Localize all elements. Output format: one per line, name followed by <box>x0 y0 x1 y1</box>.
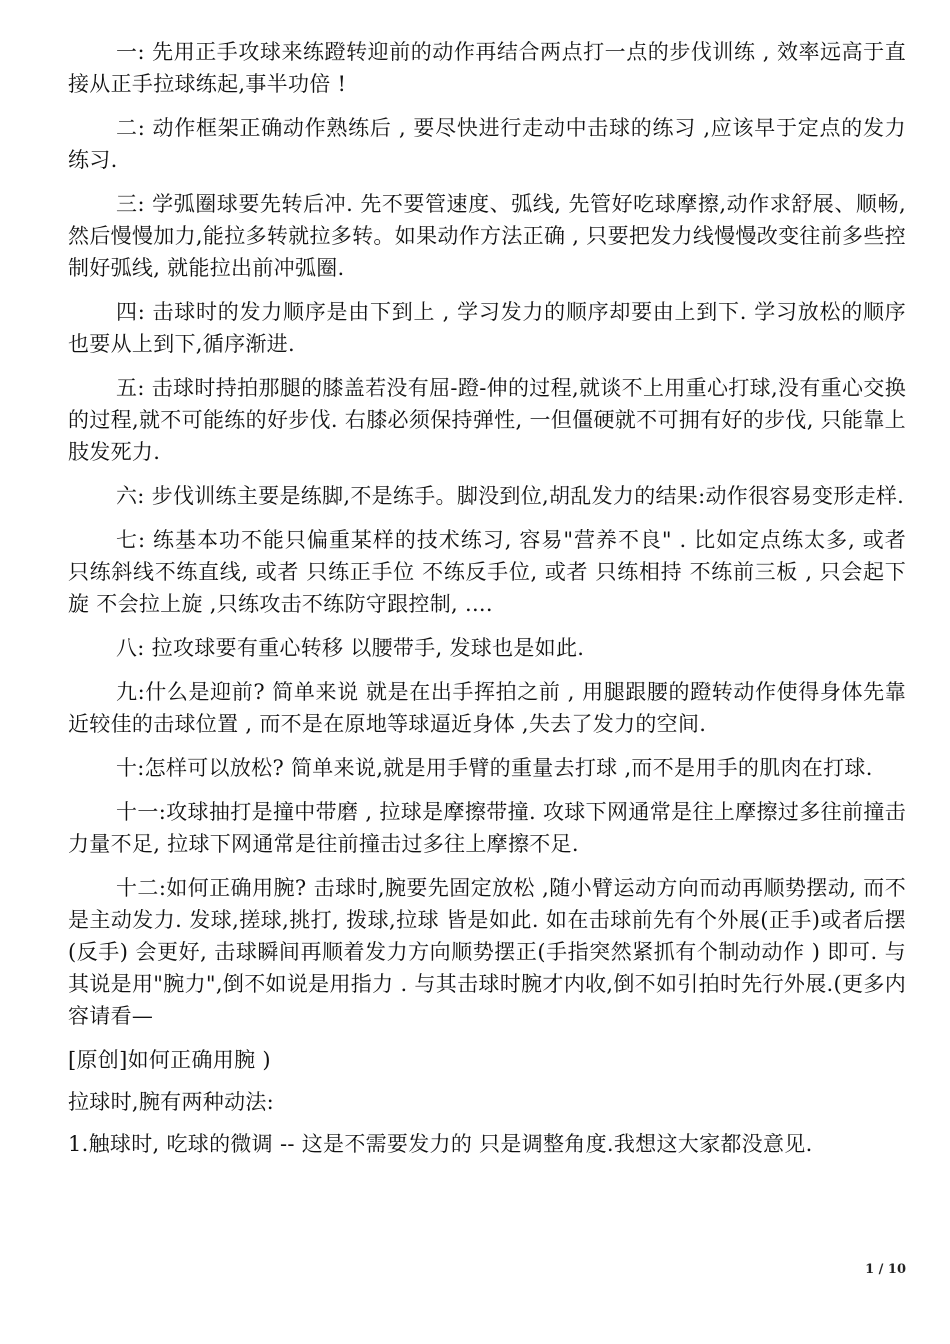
document-page <box>68 36 906 1170</box>
paragraph-7: 七: 练基本功不能只偏重某样的技术练习, 容易"营养不良" . 比如定点练太多, 或者 只练斜线不练直线, 或者 只练正手位 不练反手位, 或者 只练相持 不练前三板 , 只会起下旋 不会拉上旋 ,只练攻击不练防守跟控制, .... <box>68 528 906 616</box>
paragraph-6: 六: 步伐训练主要是练脚,不是练手。脚没到位,胡乱发力的结果:动作很容易变形走样. <box>116 484 905 508</box>
paragraph-3: 三: 学弧圈球要先转后冲. 先不要管速度、弧线, 先管好吃球摩擦,动作求舒展、顺畅,然后慢慢加力,能拉多转就拉多转。如果动作方法正确 , 只要把发力线慢慢改变往前多些控制好弧线, 就能拉出前冲弧圈. <box>68 192 906 280</box>
page-number: 1 / 10 <box>865 1262 906 1277</box>
list-item: 1.触球时, 吃球的微调 -- 这是不需要发力的 只是调整角度.我想这大家都没意见. <box>68 1132 813 1156</box>
paragraph-5: 五: 击球时持拍那腿的膝盖若没有屈-蹬-伸的过程,就谈不上用重心打球,没有重心交换的过程,就不可能练的好步伐. 右膝必须保持弹性, 一但僵硬就不可拥有好的步伐, 只能靠上肢发死力. <box>68 376 906 464</box>
intro-line: 拉球时,腕有两种动法: <box>68 1090 275 1114</box>
paragraph-2: 二: 动作框架正确动作熟练后 , 要尽快进行走动中击球的练习 ,应该早于定点的发力练习. <box>68 116 906 172</box>
paragraph-4: 四: 击球时的发力顺序是由下到上 , 学习发力的顺序却要由上到下. 学习放松的顺序 也要从上到下,循序渐进. <box>68 300 906 356</box>
paragraph-12: 十二:如何正确用腕? 击球时,腕要先固定放松 ,随小臂运动方向而动再顺势摆动, 而不是主动发力. 发球,搓球,挑打, 拨球,拉球 皆是如此. 如在击球前先有个外展(正手)或者后摆(反手) 会更好, 击球瞬间再顺着发力方向顺势摆正(手指突然紧抓有个制动动作 ) 即可. 与其说是用"腕力",倒不如说是用指力 . 与其击球时腕才内收,倒不如引拍时先行外展.(更多内容请看— <box>68 876 906 1028</box>
paragraph-8: 八: 拉攻球要有重心转移 以腰带手, 发球也是如此. <box>116 636 585 660</box>
paragraph-1: 一: 先用正手攻球来练蹬转迎前的动作再结合两点打一点的步伐训练 , 效率远高于直接从正手拉球练起,事半功倍 ! <box>68 40 906 96</box>
paragraph-10: 十:怎样可以放松? 简单来说,就是用手臂的重量去打球 ,而不是用手的肌肉在打球. <box>116 756 873 780</box>
paragraph-9: 九:什么是迎前? 简单来说 就是在出手挥拍之前 , 用腿跟腰的蹬转动作使得身体先靠近较佳的击球位置 , 而不是在原地等球逼近身体 ,失去了发力的空间. <box>68 680 906 736</box>
section-heading: [原创]如何正确用腕 ) <box>68 1048 271 1072</box>
paragraph-11: 十一:攻球抽打是撞中带磨 , 拉球是摩擦带撞. 攻球下网通常是往上摩擦过多往前撞击力量不足, 拉球下网通常是往前撞击过多往上摩擦不足. <box>68 800 906 856</box>
